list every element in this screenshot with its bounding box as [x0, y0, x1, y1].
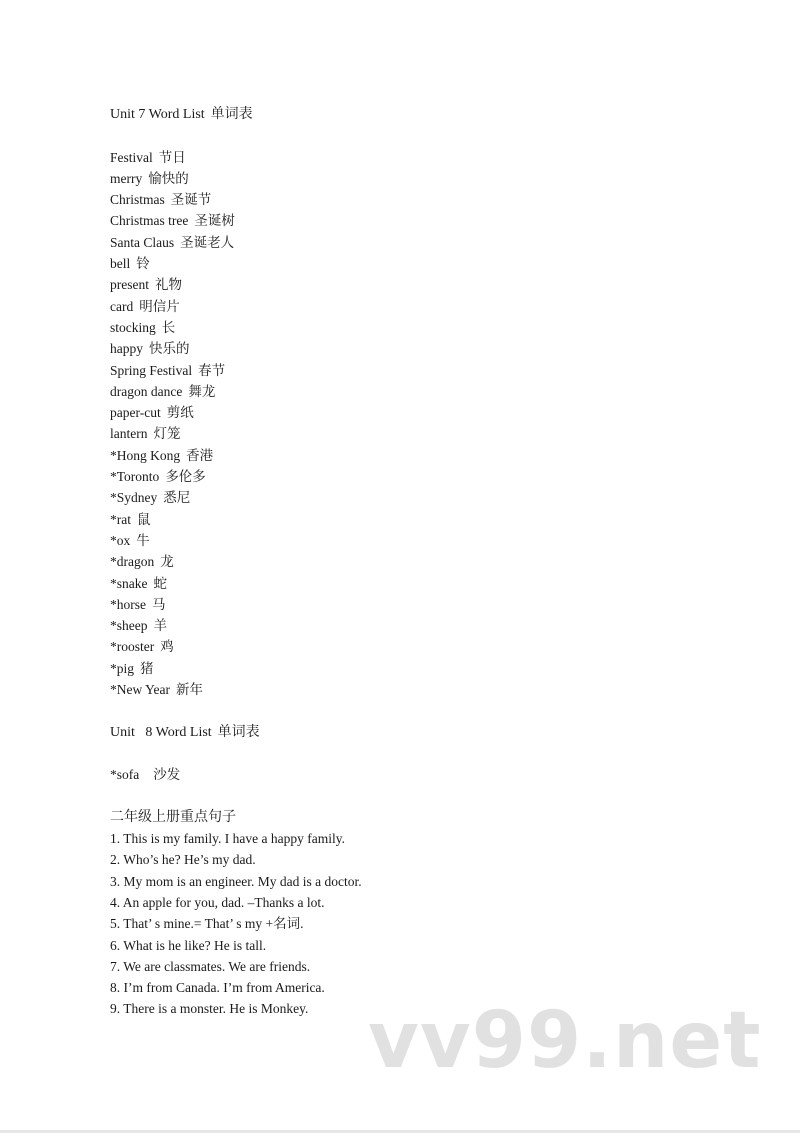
unit7-heading-en: Unit 7 Word List — [110, 107, 205, 122]
page-bottom-edge — [0, 1130, 800, 1133]
word-chinese: 马 — [152, 596, 166, 612]
word-chinese: 铃 — [136, 256, 150, 272]
word-chinese: 愉快的 — [148, 170, 189, 186]
word-english: stocking — [110, 319, 156, 335]
word-entry — [110, 573, 710, 594]
unit7-heading — [110, 104, 710, 125]
word-entry — [110, 423, 710, 444]
word-english: *sheep — [110, 618, 148, 634]
sentence-item: 1. This is my family. I have a happy family. — [110, 831, 345, 847]
unit7-heading-zh: 单词表 — [210, 107, 253, 122]
sentences-heading: 二年级上册重点句子 — [110, 809, 236, 825]
word-entry — [110, 764, 710, 785]
word-english: *rooster — [110, 639, 155, 655]
unit8-heading-en: Unit 8 Word List — [110, 724, 212, 740]
watermark: vv99.net — [368, 996, 762, 1086]
word-chinese: 猪 — [140, 660, 154, 676]
word-english: *Sydney — [110, 490, 158, 506]
word-entry — [110, 466, 710, 487]
word-english: *Toronto — [110, 469, 160, 485]
word-entry — [110, 679, 710, 700]
word-english: *ox — [110, 532, 131, 548]
word-entry — [110, 551, 710, 572]
word-chinese: 香港 — [186, 447, 214, 463]
key-sentence-list — [110, 828, 710, 1020]
word-english: lantern — [110, 426, 148, 442]
word-entry — [110, 296, 710, 317]
word-entry — [110, 232, 710, 253]
word-english: card — [110, 298, 134, 314]
word-entry — [110, 317, 710, 338]
word-chinese: 悉尼 — [163, 490, 191, 506]
word-entry — [110, 615, 710, 636]
word-english: *sofa — [110, 767, 140, 783]
word-chinese: 明信片 — [139, 298, 180, 314]
spacer — [110, 700, 710, 721]
word-chinese: 鸡 — [160, 639, 174, 655]
word-chinese: 羊 — [153, 618, 167, 634]
spacer — [110, 743, 710, 764]
word-chinese: 牛 — [136, 532, 150, 548]
document-content — [110, 104, 710, 1020]
word-chinese: 鼠 — [137, 511, 151, 527]
word-english: happy — [110, 341, 143, 357]
sentence-item: 6. What is he like? He is tall. — [110, 937, 267, 953]
word-entry — [110, 338, 710, 359]
word-chinese: 多伦多 — [165, 469, 206, 485]
word-entry — [110, 189, 710, 210]
word-chinese: 灯笼 — [153, 426, 181, 442]
word-entry — [110, 594, 710, 615]
unit8-heading-zh: 单词表 — [217, 724, 260, 740]
word-entry — [110, 360, 710, 381]
word-english: *snake — [110, 575, 148, 591]
sentence-item: 4. An apple for you, dad. –Thanks a lot. — [110, 894, 325, 910]
word-english: *rat — [110, 511, 131, 527]
word-english: present — [110, 277, 149, 293]
word-chinese: 节日 — [158, 149, 186, 165]
spacer — [110, 125, 710, 146]
word-chinese: 剪纸 — [166, 405, 194, 421]
word-english: dragon dance — [110, 383, 183, 399]
word-entry — [110, 253, 710, 274]
word-entry — [110, 402, 710, 423]
word-chinese: 圣诞节 — [170, 192, 212, 208]
word-entry — [110, 509, 710, 530]
word-english: Christmas — [110, 192, 165, 208]
word-entry — [110, 168, 710, 189]
word-english: *pig — [110, 660, 135, 676]
word-english: Christmas tree — [110, 213, 189, 229]
word-entry — [110, 381, 710, 402]
word-english: Festival — [110, 149, 153, 165]
sentence-item: 2. Who’s he? He’s my dad. — [110, 852, 256, 868]
word-entry — [110, 445, 710, 466]
word-chinese: 长 — [161, 319, 176, 335]
sentence-item: 7. We are classmates. We are friends. — [110, 958, 311, 974]
sentence-item: 9. There is a monster. He is Monkey. — [110, 1001, 309, 1017]
sentence-item: 5. That’ s mine.= That’ s my +名词. — [110, 916, 304, 932]
spacer — [110, 786, 710, 807]
word-entry — [110, 487, 710, 508]
word-chinese: 圣诞树 — [194, 213, 235, 229]
word-chinese: 龙 — [160, 554, 174, 570]
word-english: *Hong Kong — [110, 447, 181, 463]
sentence-item: 8. I’m from Canada. I’m from America. — [110, 980, 325, 996]
word-entry — [110, 658, 710, 679]
word-chinese: 沙发 — [153, 767, 181, 783]
word-entry — [110, 274, 710, 295]
word-english: bell — [110, 256, 131, 272]
word-english: *dragon — [110, 554, 155, 570]
sentence-item: 3. My mom is an engineer. My dad is a doctor. — [110, 873, 362, 889]
word-chinese: 蛇 — [153, 575, 167, 591]
unit8-word-list — [110, 764, 710, 785]
word-entry — [110, 147, 710, 168]
word-entry — [110, 636, 710, 657]
word-chinese: 舞龙 — [188, 383, 216, 399]
word-chinese: 圣诞老人 — [180, 234, 235, 250]
word-entry — [110, 530, 710, 551]
word-entry — [110, 210, 710, 231]
word-chinese: 春节 — [198, 362, 226, 378]
word-english: paper-cut — [110, 405, 161, 421]
word-english: *horse — [110, 596, 146, 612]
unit8-heading — [110, 722, 710, 743]
word-english: *New Year — [110, 682, 170, 698]
word-chinese: 礼物 — [154, 277, 182, 293]
unit7-word-list — [110, 147, 710, 701]
word-english: Spring Festival — [110, 362, 193, 378]
word-chinese: 快乐的 — [149, 341, 190, 357]
word-english: merry — [110, 170, 143, 186]
word-english: Santa Claus — [110, 234, 175, 250]
word-chinese: 新年 — [176, 682, 203, 698]
